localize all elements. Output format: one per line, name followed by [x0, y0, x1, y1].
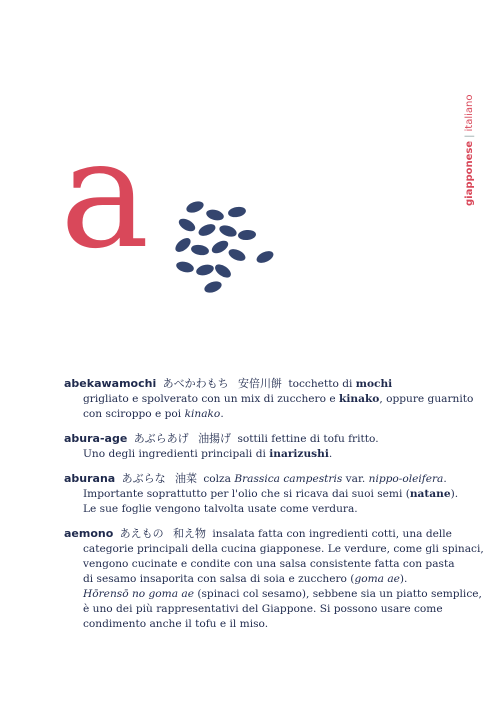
- entry-kanji: 和え物: [173, 527, 207, 540]
- entry-term: aemono: [64, 527, 114, 540]
- entry-text: insalata fatta con ingredienti cotti, una delle: [212, 528, 452, 540]
- entry-text-italic: goma ae: [354, 573, 400, 585]
- entry-abekawamochi: [64, 376, 474, 422]
- glossary-entries: [64, 376, 484, 641]
- rice-beans-icon: [165, 195, 280, 295]
- entry-text-italic: Hōrensō no goma ae: [83, 588, 194, 600]
- entry-kanji: 安倍川餅: [237, 377, 282, 390]
- section-letter: [58, 108, 178, 258]
- entry-text: è uno dei più rappresentativi del Giappone. Si possono usare come: [83, 603, 443, 615]
- entry-text: .: [328, 448, 333, 460]
- entry-text: di sesamo insaporita con salsa di soia e zucchero (: [83, 573, 355, 585]
- entry-text: categorie principali della cucina giapponese. Le verdure, come gli spinaci,: [83, 543, 484, 555]
- entry-text: ).: [399, 573, 408, 585]
- entry-text-bold: kinako: [339, 393, 380, 405]
- entry-text: vengono cucinate e condite con una salsa consistente fatta con pasta: [83, 558, 455, 570]
- entry-text-italic: kinako: [184, 408, 221, 420]
- entry-kana: あぶらあげ: [133, 432, 189, 445]
- entry-text: .: [443, 473, 447, 485]
- entry-text: con sciroppo e poi: [83, 408, 185, 420]
- entry-text-italic: Brassica campestris: [234, 473, 343, 485]
- entry-text: sottili fettine di tofu fritto.: [237, 433, 379, 445]
- entry-text: .: [220, 408, 224, 420]
- entry-text: tocchetto di: [288, 378, 356, 390]
- entry-term: abura-age: [64, 432, 128, 445]
- entry-text: Uno degli ingredienti principali di: [83, 448, 270, 460]
- entry-text: , oppure guarnito: [379, 393, 474, 405]
- entry-aemono: [64, 526, 484, 632]
- entry-kana: あえもの: [119, 527, 164, 540]
- entry-aburana: [64, 471, 459, 517]
- entry-abura-age: [64, 431, 444, 462]
- entry-term: abekawamochi: [64, 377, 157, 390]
- entry-text: Le sue foglie vengono talvolta usate come verdura.: [83, 503, 358, 515]
- entry-text: var.: [342, 473, 369, 485]
- entry-text: colza: [203, 473, 235, 485]
- entry-text: grigliato e spolverato con un mix di zucchero e: [83, 393, 340, 405]
- entry-text-bold: inarizushi: [269, 448, 329, 460]
- entry-kanji: 油菜: [174, 472, 197, 485]
- section-letter-text: a: [60, 108, 150, 258]
- entry-text-bold: mochi: [355, 378, 393, 390]
- side-label-separator: |: [464, 134, 475, 138]
- language-side-label: [452, 78, 475, 208]
- entry-text: (spinaci col sesamo), sebbene sia un piatto semplice,: [194, 588, 482, 600]
- entry-kana: あべかわもち: [162, 377, 229, 390]
- entry-kanji: 油揚げ: [198, 432, 232, 445]
- side-label-italian: italiano: [464, 94, 475, 132]
- entry-text-bold: natane: [409, 488, 451, 500]
- entry-text: condimento anche il tofu e il miso.: [83, 618, 269, 630]
- side-label-japanese: giapponese: [464, 140, 475, 206]
- entry-text-italic: nippo-oleifera: [368, 473, 444, 485]
- entry-text: Importante soprattutto per l'olio che si ricava dai suoi semi (: [83, 488, 410, 500]
- entry-text: ).: [450, 488, 459, 500]
- entry-kana: あぶらな: [121, 472, 166, 485]
- entry-term: aburana: [64, 472, 116, 485]
